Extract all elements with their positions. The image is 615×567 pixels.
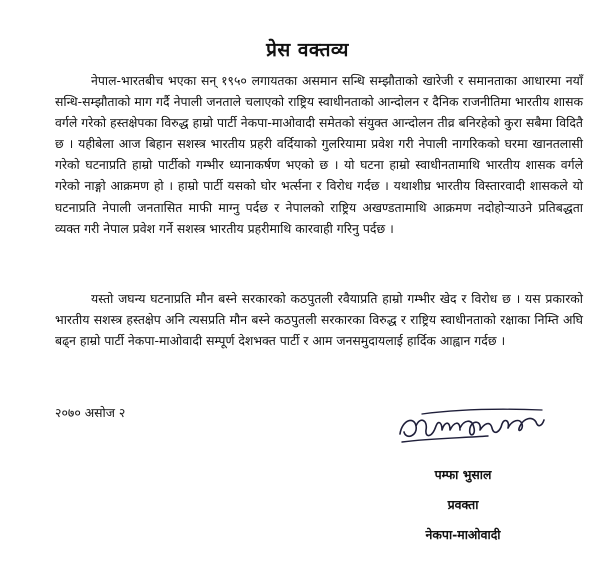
signatory-name: पम्फा भुसाल [434, 467, 492, 482]
document-date: २०७० असोज २ [55, 405, 126, 420]
signatory-party: नेकपा-माओवादी [425, 527, 501, 542]
handwritten-signature [392, 398, 552, 456]
document-title: प्रेस वक्तव्य [266, 39, 349, 61]
paragraph-2: यस्तो जघन्य घटनाप्रति मौन बस्ने सरकारको कठपुतली रवैयाप्रति हाम्रो गम्भीर खेद र विरोध छ । यस प्रकारको भारतीय सशस्त्र हस्तक्षेप अनि त्यसप्रति मौन बस्ने कठपुतली सरकारका विरुद्ध र राष्ट्रिय स्वाधीनताको रक्षाका निम्ति अघि बढ्न हाम्रो पार्टी नेकपा-माओवादी सम्पूर्ण देशभक्त पार्टी र आम जनसमुदायलाई हार्दिक आह्वान गर्दछ । [55, 291, 583, 349]
paragraph-1: नेपाल-भारतबीच भएका सन् १९५० लगायतका असमान सन्धि सम्झौताको खारेजी र समानताका आधारमा नयाँ सन्धि-सम्झौताको माग गर्दै नेपाली जनताले चलाएको राष्ट्रिय स्वाधीनताको आन्दोलन र दैनिक राजनीतिमा भारतीय शासक वर्गले गरेको हस्तक्षेपका विरुद्ध हाम्रो पार्टी नेकपा-माओवादी समेतको संयुक्त आन्दोलन तीव्र बनिरहेको कुरा सबैमा विदितै छ । यहीबेला आज बिहान सशस्त्र भारतीय प्रहरी वर्दियाको गुलरियामा प्रवेश गरी नेपाली नागरिकको घरमा खानतलासी गरेको घटनाप्रति हाम्रो पार्टीको गम्भीर ध्यानाकर्षण भएको छ । यो घटना हाम्रो स्वाधीनतामाथि भारतीय शासक वर्गले गरेको नाङ्गो आक्रमण हो । हाम्रो पार्टी यसको घोर भर्त्सना र विरोध गर्दछ । यथाशीघ्र भारतीय विस्तारवादी शासकले यो घटनाप्रति नेपाली जनतासित माफी माग्नु पर्दछ र नेपालको राष्ट्रिय अखण्डतामाथि आक्रमण नदोहोऱ्याउने प्रतिबद्धता व्यक्त गरी नेपाल प्रवेश गर्ने सशस्त्र भारतीय प्रहरीमाथि कारवाही गरिनु पर्दछ । [55, 73, 583, 236]
signatory-role: प्रवक्ता [447, 497, 479, 512]
signatory-block [388, 465, 538, 555]
